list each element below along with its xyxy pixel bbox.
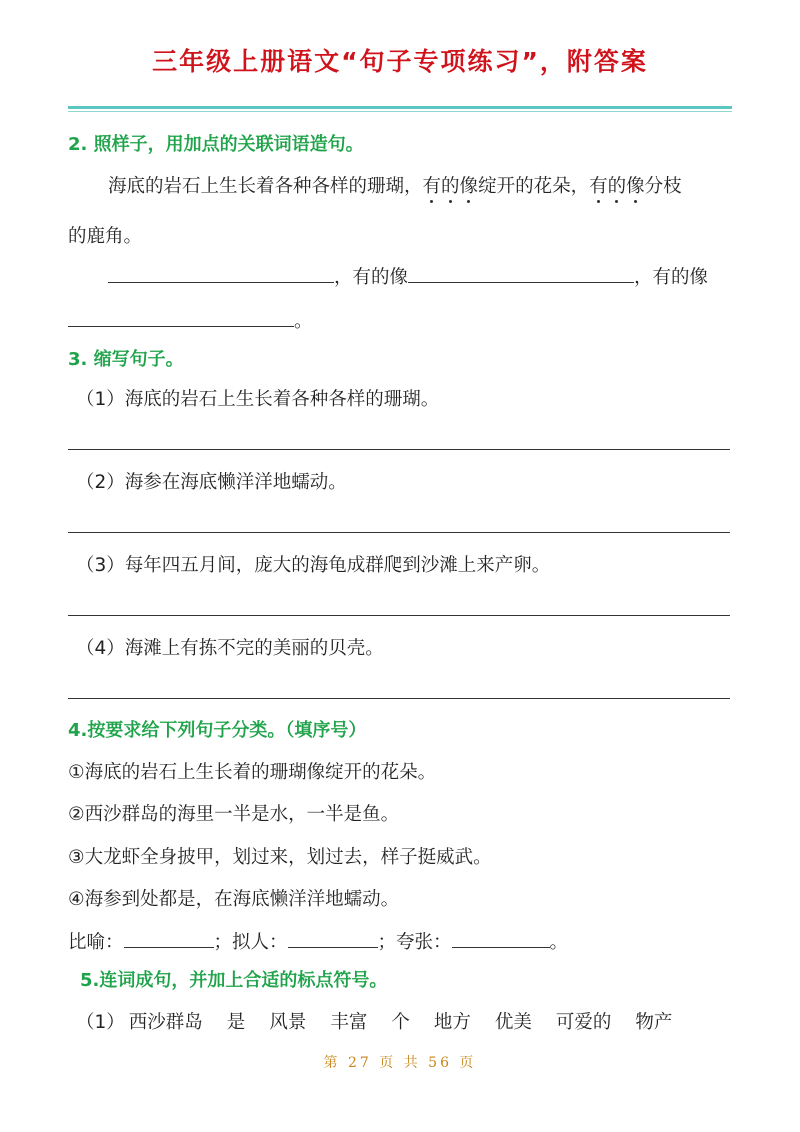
answer-blank[interactable]	[68, 306, 294, 327]
word-chip: 地方	[433, 1012, 471, 1033]
personification-answer-blank[interactable]	[288, 927, 378, 948]
answer-blank[interactable]	[408, 262, 634, 283]
q5-heading: 5.连词成句，并加上合适的标点符号。	[80, 970, 388, 991]
q4-end: 。	[549, 932, 569, 953]
word-chip: 风景	[269, 1012, 307, 1033]
q2-example-part-c: 分枝	[644, 176, 682, 197]
q4-sentence-3: ③大龙虾全身披甲，划过来，划过去，样子挺威武。	[68, 847, 492, 868]
dotted-char-de: 的	[441, 176, 460, 197]
q3-item-3: （3）每年四五月间，庞大的海龟成群爬到沙滩上来产卵。	[76, 555, 551, 576]
dotted-char-xiang: 像	[459, 176, 479, 197]
q4-heading: 4.按要求给下列句子分类。（填序号）	[68, 720, 367, 741]
word-chip: 物产	[635, 1012, 673, 1033]
q4-classification-row	[68, 927, 568, 954]
personification-label: ；拟人：	[213, 932, 288, 953]
answer-blank[interactable]	[108, 262, 334, 283]
q2-example-line2: 的鹿角。	[68, 226, 143, 247]
q5-item-1-prefix: （1）	[76, 1012, 125, 1033]
word-chip: 是	[226, 1012, 246, 1033]
dotted-char-you: 有	[589, 176, 608, 197]
q2-example-part-b: 绽开的花朵，	[478, 176, 590, 197]
q2-fill-line2	[68, 306, 313, 333]
q2-fill-sep2: ，有的像	[634, 267, 709, 288]
word-chip: 优美	[494, 1012, 532, 1033]
q4-sentence-2: ②西沙群岛的海里一半是水，一半是鱼。	[68, 804, 400, 825]
answer-line[interactable]	[68, 449, 730, 450]
dotted-char-xiang: 像	[626, 176, 645, 197]
q2-example-part-a: 海底的岩石上生长着各种各样的珊瑚，	[108, 176, 423, 197]
q2-example-line1	[108, 172, 682, 198]
q2-fill-end: 。	[294, 311, 313, 332]
q3-item-4: （4）海滩上有拣不完的美丽的贝壳。	[76, 638, 384, 659]
exaggeration-answer-blank[interactable]	[452, 927, 550, 948]
answer-line[interactable]	[68, 698, 730, 699]
header-divider	[68, 106, 732, 109]
word-chip: 丰富	[330, 1012, 368, 1033]
metaphor-label: 比喻：	[68, 932, 124, 953]
answer-line[interactable]	[68, 615, 730, 616]
q5-item-1	[76, 1008, 696, 1034]
q2-fill-line1	[108, 262, 708, 289]
q3-item-2: （2）海参在海底懒洋洋地蠕动。	[76, 472, 347, 493]
answer-line[interactable]	[68, 532, 730, 533]
q2-fill-sep1: ，有的像	[334, 267, 409, 288]
dotted-char-you: 有	[422, 176, 442, 197]
dotted-char-de: 的	[607, 176, 627, 197]
q4-sentence-1: ①海底的岩石上生长着的珊瑚像绽开的花朵。	[68, 762, 437, 783]
word-chip: 西沙群岛	[128, 1012, 203, 1033]
metaphor-answer-blank[interactable]	[124, 927, 214, 948]
page-footer: 第 27 页 共 56 页	[323, 1055, 477, 1071]
q4-sentence-4: ④海参到处都是，在海底懒洋洋地蠕动。	[68, 889, 400, 910]
q3-item-1: （1）海底的岩石上生长着各种各样的珊瑚。	[76, 389, 440, 410]
word-chip: 可爱的	[555, 1012, 612, 1033]
q2-heading: 2. 照样子，用加点的关联词语造句。	[68, 134, 364, 155]
page-title: 三年级上册语文“句子专项练习”，附答案	[152, 47, 648, 76]
q3-heading: 3. 缩写句子。	[68, 349, 184, 370]
word-chip: 个	[391, 1012, 410, 1033]
header-divider-thin	[68, 111, 732, 112]
exaggeration-label: ；夸张：	[377, 932, 452, 953]
